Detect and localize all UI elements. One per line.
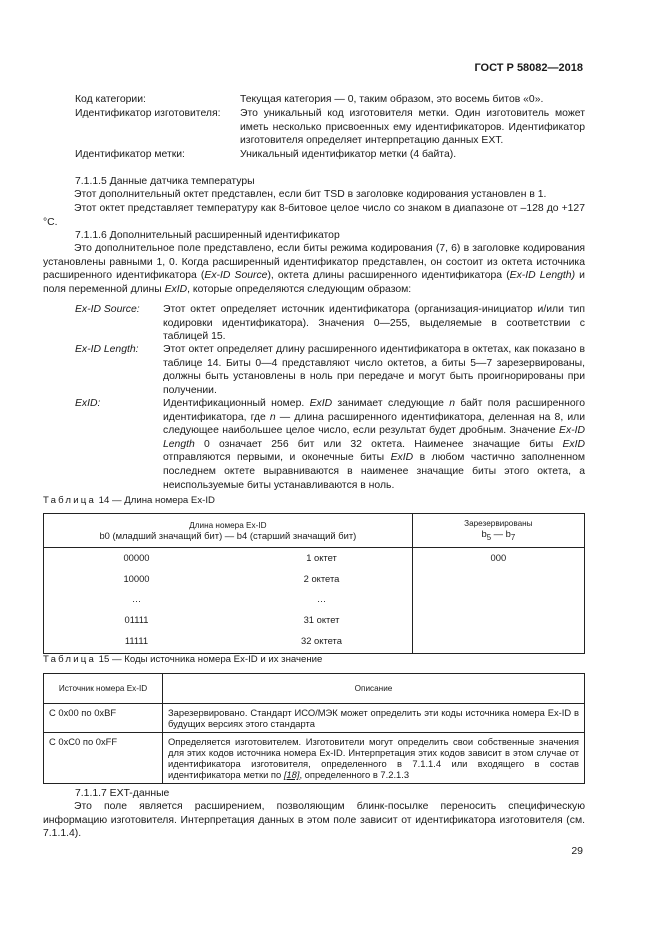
page-number: 29: [571, 845, 583, 857]
definition-term: Ex-ID Length:: [75, 344, 139, 355]
paragraph: Этот октет представляет температуру как 8-битовое целое число со знаком в диапазоне от –128 до +127 °C.: [43, 203, 585, 228]
table-body-cell: Зарезервировано. Стандарт ИСО/МЭК может определить эти коды источника номера Ex-ID в будущих версиях этого стандарта: [163, 704, 585, 733]
definition-text: Этот октет определяет источник идентификатора (организация-инициатор и/или тип кодировки идентификатора). Значения 0—255, выделяемые в соответствии с таблицей 15.: [163, 304, 585, 343]
table-15: [43, 673, 585, 784]
table-header-cell: Описание: [163, 674, 585, 704]
section-heading-7-1-1-5: 7.1.1.5 Данные датчика температуры: [75, 176, 255, 187]
definition-term: Код категории:: [75, 94, 146, 105]
length-value: 31 октет: [303, 614, 340, 625]
bits-value: 11111: [124, 635, 149, 646]
definition-text: Уникальный идентификатор метки (4 байта).: [240, 149, 457, 160]
table-15-caption: Таблица 15 — Коды источника номера Ex-ID и их значение: [43, 654, 323, 665]
reference-link[interactable]: [18]: [283, 769, 300, 780]
table-body-cell: С 0xC0 по 0xFF: [44, 733, 163, 784]
reserved-value: 000: [490, 552, 507, 563]
table-header-cell: Источник номера Ex-ID: [44, 674, 163, 704]
bits-value: 01111: [124, 614, 149, 625]
table-header-cell: Зарезервированы $b_5$ — $b_7$: [412, 514, 584, 548]
table-body-cell: Определяется изготовителем. Изготовители могут определить свои собственные значения для этих кодов источника номера Ex-ID. Интерпретация этих кодов зависит в этом случае от идентификатора изготовителя, определенного в 7.1.1.4 или входящего в состав идентификатора метки по [18], определенного в 7.2.1.3: [163, 733, 585, 784]
definition-text: Это уникальный код изготовителя метки. Один изготовитель может иметь несколько присвоенных ему идентификаторов. Идентификатор изготовителя определяет интерпретацию данных EXT.: [240, 108, 585, 147]
table-14-caption: Таблица 14 — Длина номера Ex-ID: [43, 495, 215, 506]
document-id: ГОСТ Р 58082—2018: [474, 62, 583, 74]
definition-term: Идентификатор метки:: [75, 149, 185, 160]
bits-value: 10000: [123, 573, 150, 584]
paragraph: Это поле является расширением, позволяющим блинк-посылке переносить специфическую информацию изготовителя. Интерпретация данных в этом поле зависит от идентификатора изготовителя (см. 7.1.1.4).: [43, 801, 585, 840]
length-value: …: [316, 593, 327, 604]
length-value: 1 октет: [306, 552, 337, 563]
definition-term: Идентификатор изготовителя:: [75, 108, 221, 119]
definition-term: ExID:: [75, 398, 101, 409]
table-14: [43, 513, 585, 654]
bits-value: …: [131, 593, 142, 604]
paragraph: Этот дополнительный октет представлен, если бит TSD в заголовке кодирования установлен в 1.: [74, 189, 547, 200]
length-value: 2 октета: [303, 573, 340, 584]
table-header-cell: Длина номера Ex-ID b0 (младший значащий бит) — b4 (старший значащий бит): [44, 514, 413, 548]
paragraph-ex-id-intro: Это дополнительное поле представлено, если биты режима кодирования (7, 6) в заголовке кодирования установлены равными 1, 0. Когда расширенный идентификатор представлен, он состоит из октета источника расширенного идентификатора (Ex-ID Source), октета длины расширенного идентификатора (Ex-ID Length) и поля переменной длины ExID, которые определяются следующим образом:: [43, 243, 585, 295]
bits-value: 00000: [123, 552, 150, 563]
definition-term: Ex-ID Source:: [75, 304, 140, 315]
definition-text: Этот октет определяет длину расширенного идентификатора в октетах, как показано в таблице 14. Биты 0—4 представляют число октетов, а биты 5—7 зарезервированы, должны быть установлены в ноль при передаче и могут быть проигнорированы при получении.: [163, 344, 585, 396]
table-body-cell: [44, 548, 413, 654]
length-value: 32 октета: [301, 635, 342, 646]
table-body-cell: [412, 548, 584, 654]
table-body-cell: С 0x00 по 0xBF: [44, 704, 163, 733]
definition-text: Идентификационный номер. ExID занимает следующие n байт поля расширенного идентификатора, где n — длина расширенного идентификатора, деленная на 8, или следующее наибольшее целое число, если результат будет дробным. Значение Ex-ID Length 0 означает 256 бит или 32 октета. Наименее значащие биты ExID отправляются первыми, и оконечные биты ExID в любом частично заполненном последнем октете выравниваются в наименее значащие биты этого октета, а неиспользуемые биты устанавливаются в ноль.: [163, 398, 586, 491]
section-heading-7-1-1-6: 7.1.1.6 Дополнительный расширенный идентификатор: [75, 230, 340, 241]
definition-text: Текущая категория — 0, таким образом, это восемь битов «0».: [240, 94, 544, 105]
section-heading-7-1-1-7: 7.1.1.7 EXT-данные: [75, 788, 170, 799]
